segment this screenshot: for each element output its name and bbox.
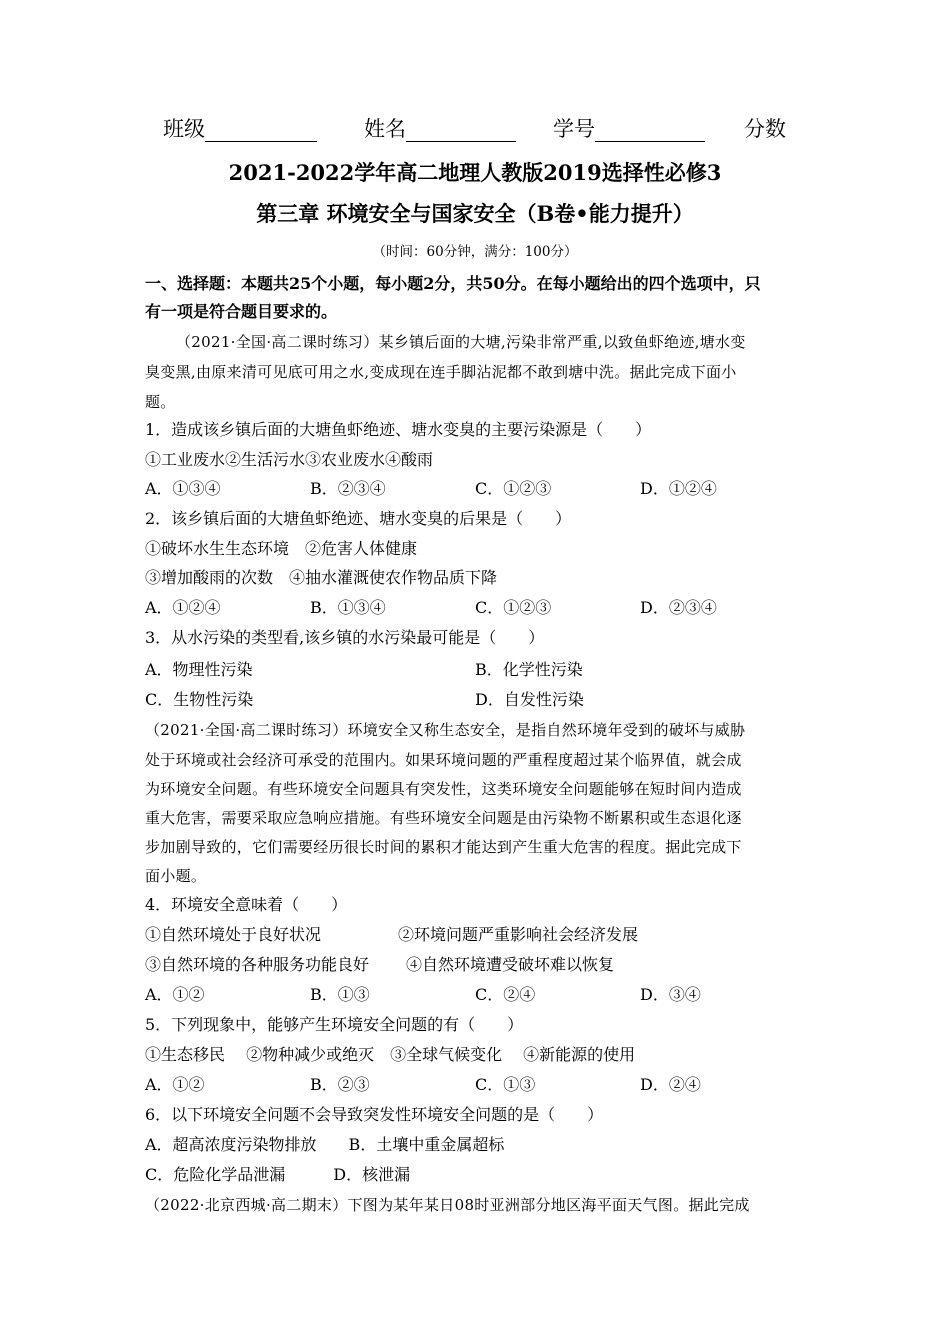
- id-blank[interactable]: [595, 119, 705, 142]
- question-3-option-c[interactable]: C．生物性污染: [145, 690, 254, 709]
- exam-meta: （时间：60分钟，满分：100分）: [372, 244, 578, 260]
- question-3-option-b[interactable]: B．化学性污染: [475, 660, 583, 679]
- question-1-stem: 1．造成该乡镇后面的大塘鱼虾绝迹、塘水变臭的主要污染源是（ ）: [145, 420, 652, 439]
- question-5-option-a[interactable]: A．①②: [145, 1075, 205, 1094]
- question-5-option-c[interactable]: C．①③: [475, 1075, 536, 1094]
- class-blank[interactable]: [205, 119, 317, 142]
- passage-2-line: 重大危害，需要采取应急响应措施。有些环境安全问题是由污染物不断累积或生态退化逐: [145, 809, 742, 827]
- class-label: 班级: [163, 117, 205, 141]
- question-2-option-d[interactable]: D．②③④: [640, 598, 717, 617]
- question-2-items-2: ③增加酸雨的次数 ④抽水灌溉使农作物品质下降: [145, 568, 498, 587]
- question-4-item-4: ④自然环境遭受破坏难以恢复: [406, 955, 615, 974]
- chapter-title: 第三章 环境安全与国家安全（B卷•能力提升）: [256, 201, 694, 226]
- section-heading: 一、选择题：本题共25个小题，每小题2分，共50分。在每小题给出的四个选项中，只: [145, 274, 761, 293]
- id-field: [553, 116, 705, 142]
- question-2-stem: 2．该乡镇后面的大塘鱼虾绝迹、塘水变臭的后果是（ ）: [145, 509, 572, 528]
- question-5-option-b[interactable]: B．②③: [310, 1075, 370, 1094]
- passage-2-line: 为环境安全问题。有些环境安全问题具有突发性，这类环境安全问题能够在短时间内造成: [145, 780, 742, 798]
- question-3-stem: 3．从水污染的类型看,该乡镇的水污染最可能是（ ）: [145, 628, 545, 647]
- passage-1-line: 臭变黑,由原来清可见底可用之水,变成现在连手脚沾泥都不敢到塘中洗。据此完成下面小: [145, 363, 737, 381]
- class-field: [163, 116, 317, 142]
- question-3-option-a[interactable]: A．物理性污染: [145, 660, 253, 679]
- passage-1-line: （2021·全国·高二课时练习）某乡镇后面的大塘,污染非常严重,以致鱼虾绝迹,塘水变: [176, 333, 746, 351]
- question-4-item-3: ③自然环境的各种服务功能良好: [145, 955, 370, 974]
- question-4-option-b[interactable]: B．①③: [310, 985, 370, 1004]
- exam-title: 2021-2022学年高二地理人教版2019选择性必修3: [228, 160, 722, 185]
- score-label: 分数: [744, 117, 786, 141]
- passage-3-line: （2022·北京西城·高二期末）下图为某年某日08时亚洲部分地区海平面天气图。据此完成: [145, 1196, 750, 1214]
- question-6-options-line-1[interactable]: A．超高浓度污染物排放 B．土壤中重金属超标: [145, 1135, 505, 1154]
- passage-2-line: 面小题。: [145, 867, 207, 885]
- question-4-item-2: ②环境问题严重影响社会经济发展: [398, 925, 639, 944]
- question-1-items: ①工业废水②生活污水③农业废水④酸雨: [145, 450, 434, 469]
- name-field: [364, 116, 516, 142]
- section-heading-cont: 有一项是符合题目要求的。: [145, 302, 338, 321]
- question-1-option-a[interactable]: A．①③④: [145, 479, 221, 498]
- question-2-option-c[interactable]: C．①②③: [475, 598, 552, 617]
- passage-2-line: 步加剧导致的，它们需要经历很长时间的累积才能达到产生重大危害的程度。据此完成下: [145, 838, 742, 856]
- name-label: 姓名: [364, 117, 406, 141]
- question-4-stem: 4．环境安全意味着（ ）: [145, 895, 348, 914]
- question-4-option-a[interactable]: A．①②: [145, 985, 205, 1004]
- question-1-option-d[interactable]: D．①②④: [640, 479, 717, 498]
- name-blank[interactable]: [406, 119, 516, 142]
- question-2-option-a[interactable]: A．①②④: [145, 598, 221, 617]
- passage-2-line: 处于环境或社会经济可承受的范围内。如果环境问题的严重程度超过某个临界值，就会成: [145, 751, 742, 769]
- question-1-option-b[interactable]: B．②③④: [310, 479, 386, 498]
- question-2-items-1: ①破坏水生生态环境 ②危害人体健康: [145, 539, 418, 558]
- question-5-option-d[interactable]: D．②④: [640, 1075, 701, 1094]
- question-4-option-c[interactable]: C．②④: [475, 985, 536, 1004]
- question-4-option-d[interactable]: D．③④: [640, 985, 701, 1004]
- question-1-option-c[interactable]: C．①②③: [475, 479, 552, 498]
- id-label: 学号: [553, 117, 595, 141]
- question-2-option-b[interactable]: B．①③④: [310, 598, 386, 617]
- passage-2-line: （2021·全国·高二课时练习）环境安全又称生态安全，是指自然环境年受到的破坏与威胁: [145, 721, 746, 739]
- question-3-option-d[interactable]: D．自发性污染: [475, 690, 584, 709]
- question-5-items: ①生态移民 ②物种减少或绝灭 ③全球气候变化 ④新能源的使用: [145, 1045, 636, 1064]
- passage-1-line: 题。: [145, 393, 176, 411]
- question-6-stem: 6．以下环境安全问题不会导致突发性环境安全问题的是（ ）: [145, 1105, 604, 1124]
- question-4-item-1: ①自然环境处于良好状况: [145, 925, 322, 944]
- question-5-stem: 5．下列现象中，能够产生环境安全问题的有（ ）: [145, 1015, 524, 1034]
- question-6-options-line-2[interactable]: C．危险化学品泄漏 D．核泄漏: [145, 1165, 411, 1184]
